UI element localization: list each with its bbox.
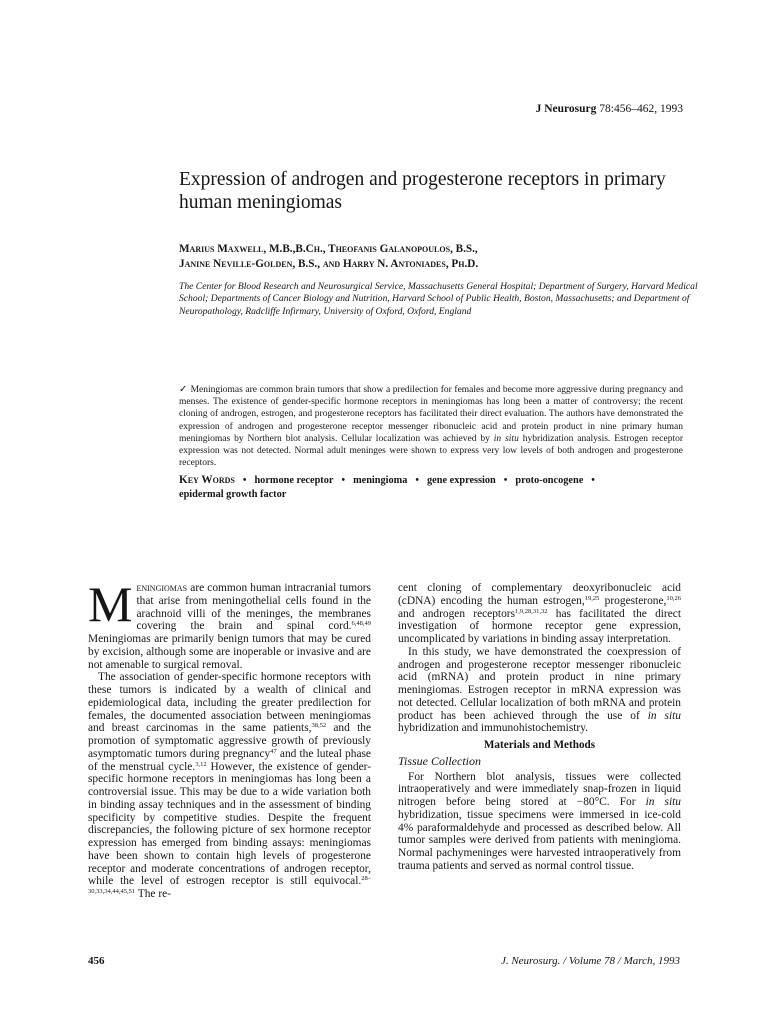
citation-ref: 3,12 (195, 760, 207, 768)
article-title: Expression of androgen and progesterone receptors in primary human meningiomas (179, 169, 666, 213)
author-list (179, 242, 679, 272)
body-paragraph: cent cloning of complementary deoxyribonucleic acid (cDNA) encoding the human estrogen,$^{19,25}$ progesterone,$^{10,26}$ and androgen receptors$^{1,9,28,31,32}$ has facilitated the direct investigation of hormone receptor gene expression, uncomplicated by variations in binding assay interpretation. (398, 582, 681, 645)
authors-line-2: Janine Neville-Golden, B.S., and Harry N. Antoniades, Ph.D. (179, 258, 479, 270)
page-number: 456 (88, 955, 105, 967)
keyword: hormone receptor (254, 475, 334, 486)
abstract-text-2: hybridization analysis. Estrogen receptor expression was not detected. Normal adult meninges were shown to express very low levels of both androgen and progesterone receptors. (179, 433, 683, 469)
subsection-heading: Tissue Collection (398, 753, 482, 768)
abstract-text-1: Meningiomas are common brain tumors that show a predilection for females and become more aggressive during pregnancy and menses. The existence of gender-specific hormone receptors in meningiomas has long been a matter of controversy; the recent cloning of androgen, estrogen, and progesterone receptors has facilitated their direct evaluation. The authors have demonstrated the expression of androgen and progesterone receptor messenger ribonucleic acid and protein product in nine primary human meningiomas by Northern blot analysis. Cellular localization was achieved by (179, 385, 683, 444)
citation-ref: 6,48,49 (351, 620, 371, 628)
footer-journal-info: J. Neurosurg. / Volume 78 / March, 1993 (500, 955, 680, 967)
citation-ref: 10,26 (666, 594, 681, 602)
citation-ref: 1,9,28,31,32 (515, 607, 548, 615)
keyword: meningioma (353, 475, 408, 486)
drop-cap: M (88, 576, 133, 632)
body-paragraph: For Northern blot analysis, tissues were collected intraoperatively and were immediately snap-frozen in liquid nitrogen before being stored at −80°C. For in situ hybridization, tissue specimens were immersed in ice-cold 4% paraformaldehyde and processed as described below. All tumor samples were derived from patients with meningioma. Normal pachymeninges were harvested intraoperatively from trauma patients and served as normal control tissue. (398, 770, 682, 872)
authors-line-1: Marius Maxwell, M.B.,B.Ch., Theofanis Galanopoulos, B.S., (179, 243, 478, 255)
keywords-label: Key Words (179, 474, 235, 486)
section-heading: Materials and Methods (483, 739, 596, 751)
citation-ref: 38,52 (311, 722, 327, 730)
abstract (179, 384, 683, 469)
journal-citation (536, 103, 683, 115)
keyword: epidermal growth factor (179, 488, 287, 500)
body-column-left (88, 576, 371, 901)
body-paragraph: Meningiomas are common human intracranial tumors that arise from meningothelial cells found in the arachnoid villi of the meninges, the membranes covering the brain and spinal cord.$^{6,48,49}$ Meningiomas are primarily benign tumors that may be cured by excision, although some are inoperable or invasive and are not amenable to surgical removal. (88, 576, 371, 671)
author-affiliations: The Center for Blood Research and Neurosurgical Service, Massachusetts General Hospital; Department of Surgery, Harvard Medical School; Departments of Cancer Biology and Nutrition, Harvard School of Public Health, Boston, Massachusetts; and Department of Neuropathology, Radcliffe Infirmary, University of Oxford, Oxford, England (179, 281, 698, 317)
body-column-right (398, 582, 681, 873)
abstract-italic-term: in situ (493, 433, 519, 444)
body-paragraph: In this study, we have demonstrated the coexpression of androgen and progesterone receptor messenger ribonucleic acid (mRNA) and protein product in nine primary meningiomas. Estrogen receptor in mRNA expression was not detected. Cellular localization of both mRNA and protein product has been achieved through the use of in situ hybridization and immunohistochemistry. (398, 645, 681, 735)
keyword: proto-oncogene (515, 475, 584, 486)
checkmark-icon: ✓ (179, 384, 188, 395)
keyword: gene expression (427, 475, 496, 486)
body-paragraph: The association of gender-specific hormone receptors with these tumors is indicated by a wealth of clinical and epidemiological data, including the greater predilection for females, the documented association between meningiomas and breast carcinomas in the same patients,$^{38,52}$ and the promotion of symptomatic aggressive growth of previously asymptomatic tumors during pregnancy$^{47}$ and the luteal phase of the menstrual cycle.$^{3,12}$ However, the existence of gender-specific hormone receptors in meningiomas has long been a controversial issue. This may be due to a wide variation both in binding assay techniques and in the assessment of binding specificity by competitive studies. Despite the frequent discrepancies, the following picture of sex hormone receptor expression has emerged from binding assays: meningiomas have been shown to contain high levels of progesterone receptor and moderate concentrations of androgen receptor, while the level of estrogen receptor is still equivocal.$^{28-30,33,34,44,45,51}$ The re- (88, 671, 371, 900)
citation-ref: 19,25 (584, 594, 600, 602)
journal-abbrev: J Neurosurg (535, 103, 597, 115)
citation-ref: 28–30,33,34,44,45,51 (88, 875, 371, 895)
journal-volume-pages-year: 78:456–462, 1993 (596, 103, 683, 115)
keywords-block: Key Words • hormone receptor • meningioma • gene expression • proto-oncogene • epidermal growth factor (179, 474, 595, 500)
citation-ref: 47 (270, 747, 277, 755)
